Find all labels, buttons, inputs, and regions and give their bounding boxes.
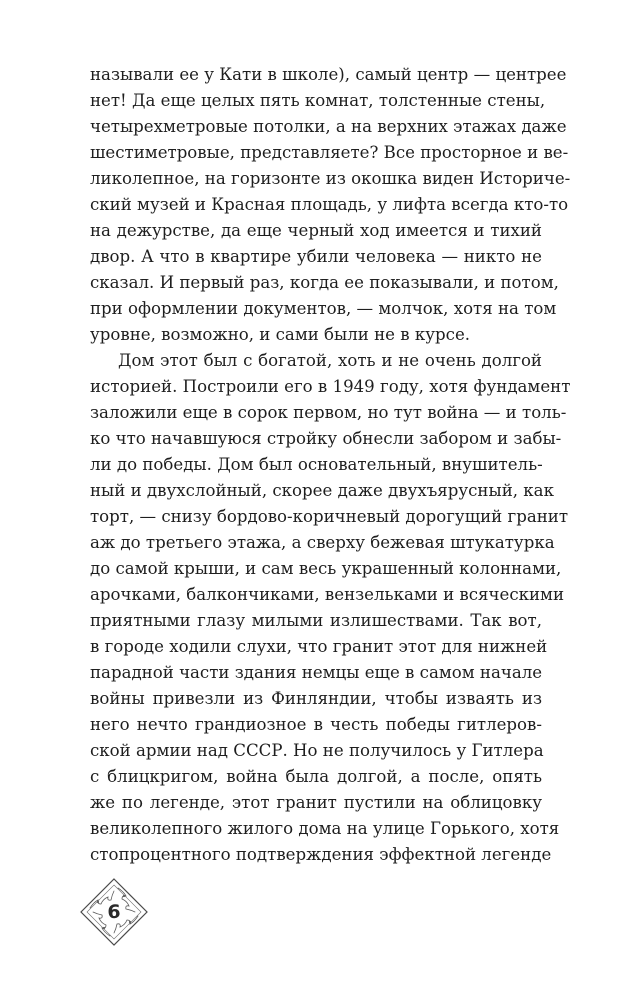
text-line: при оформлении документов, — молчок, хотя на том xyxy=(90,299,557,318)
text-line: на дежурстве, да еще черный ход имеется и тихий xyxy=(90,221,542,240)
text-line: называли ее у Кати в школе), самый центр — центрее xyxy=(90,65,567,84)
text-line: с блицкригом, война была долгой, а после, опять xyxy=(90,767,542,786)
text-line: ский музей и Красная площадь, у лифта всегда кто-то xyxy=(90,195,569,214)
text-line: уровне, возможно, и сами были не в курсе. xyxy=(90,325,471,344)
text-line: нет! Да еще целых пять комнат, толстенные стены, xyxy=(90,91,546,110)
text-line: историей. Построили его в 1949 году, хотя фундамент xyxy=(90,377,571,396)
text-line: ли до победы. Дом был основательный, внушитель- xyxy=(90,455,543,474)
text-line: до самой крыши, и сам весь украшенный колоннами, xyxy=(90,559,562,578)
text-line: же по легенде, этот гранит пустили на облицовку xyxy=(90,793,542,812)
text-line: четырехметровые потолки, а на верхних этажах даже xyxy=(90,117,567,136)
text-line: сказал. И первый раз, когда ее показывали, и потом, xyxy=(90,273,559,292)
page-number: 6 xyxy=(107,901,121,923)
text-line: аж до третьего этажа, а сверху бежевая штукатурка xyxy=(90,533,555,552)
paragraph-2 xyxy=(90,348,571,894)
text-line: великолепного жилого дома на улице Горького, хотя xyxy=(90,819,560,838)
text-line xyxy=(90,868,542,894)
text-line: ный и двухслойный, скорее даже двухъярусный, как xyxy=(90,481,554,500)
paragraph-1 xyxy=(90,62,571,348)
text-line: арочками, балкончиками, вензельками и всяческими xyxy=(90,585,565,604)
text-line: двор. А что в квартире убили человека — никто не xyxy=(90,247,542,266)
page-number-badge xyxy=(78,876,150,948)
text-line: приятными глазу милыми излишествами. Так вот, xyxy=(90,611,542,630)
text-line: ской армии над СССР. Но не получилось у Гитлера xyxy=(90,741,544,760)
text-line: стопроцентного подтверждения эффектной легенде xyxy=(90,845,552,864)
text-line: торт, — снизу бордово-коричневый дорогущий гранит xyxy=(90,507,569,526)
text-line: парадной части здания немцы еще в самом начале xyxy=(90,663,543,682)
text-line: него нечто грандиозное в честь победы гитлеров- xyxy=(90,715,542,734)
text-line: войны привезли из Финляндии, чтобы изваять из xyxy=(90,689,542,708)
text-line: Дом этот был с богатой, хоть и не очень долгой xyxy=(118,351,542,370)
text-line: в городе ходили слухи, что гранит этот для нижней xyxy=(90,637,548,656)
text-line: шестиметровые, представляете? Все просторное и ве- xyxy=(90,143,569,162)
text-line: ликолепное, на горизонте из окошка виден Историче- xyxy=(90,169,571,188)
text-line: заложили еще в сорок первом, но тут война — и толь- xyxy=(90,403,567,422)
text-line: ко что начавшуюся стройку обнесли забором и забы- xyxy=(90,429,562,448)
page-body xyxy=(90,62,571,894)
